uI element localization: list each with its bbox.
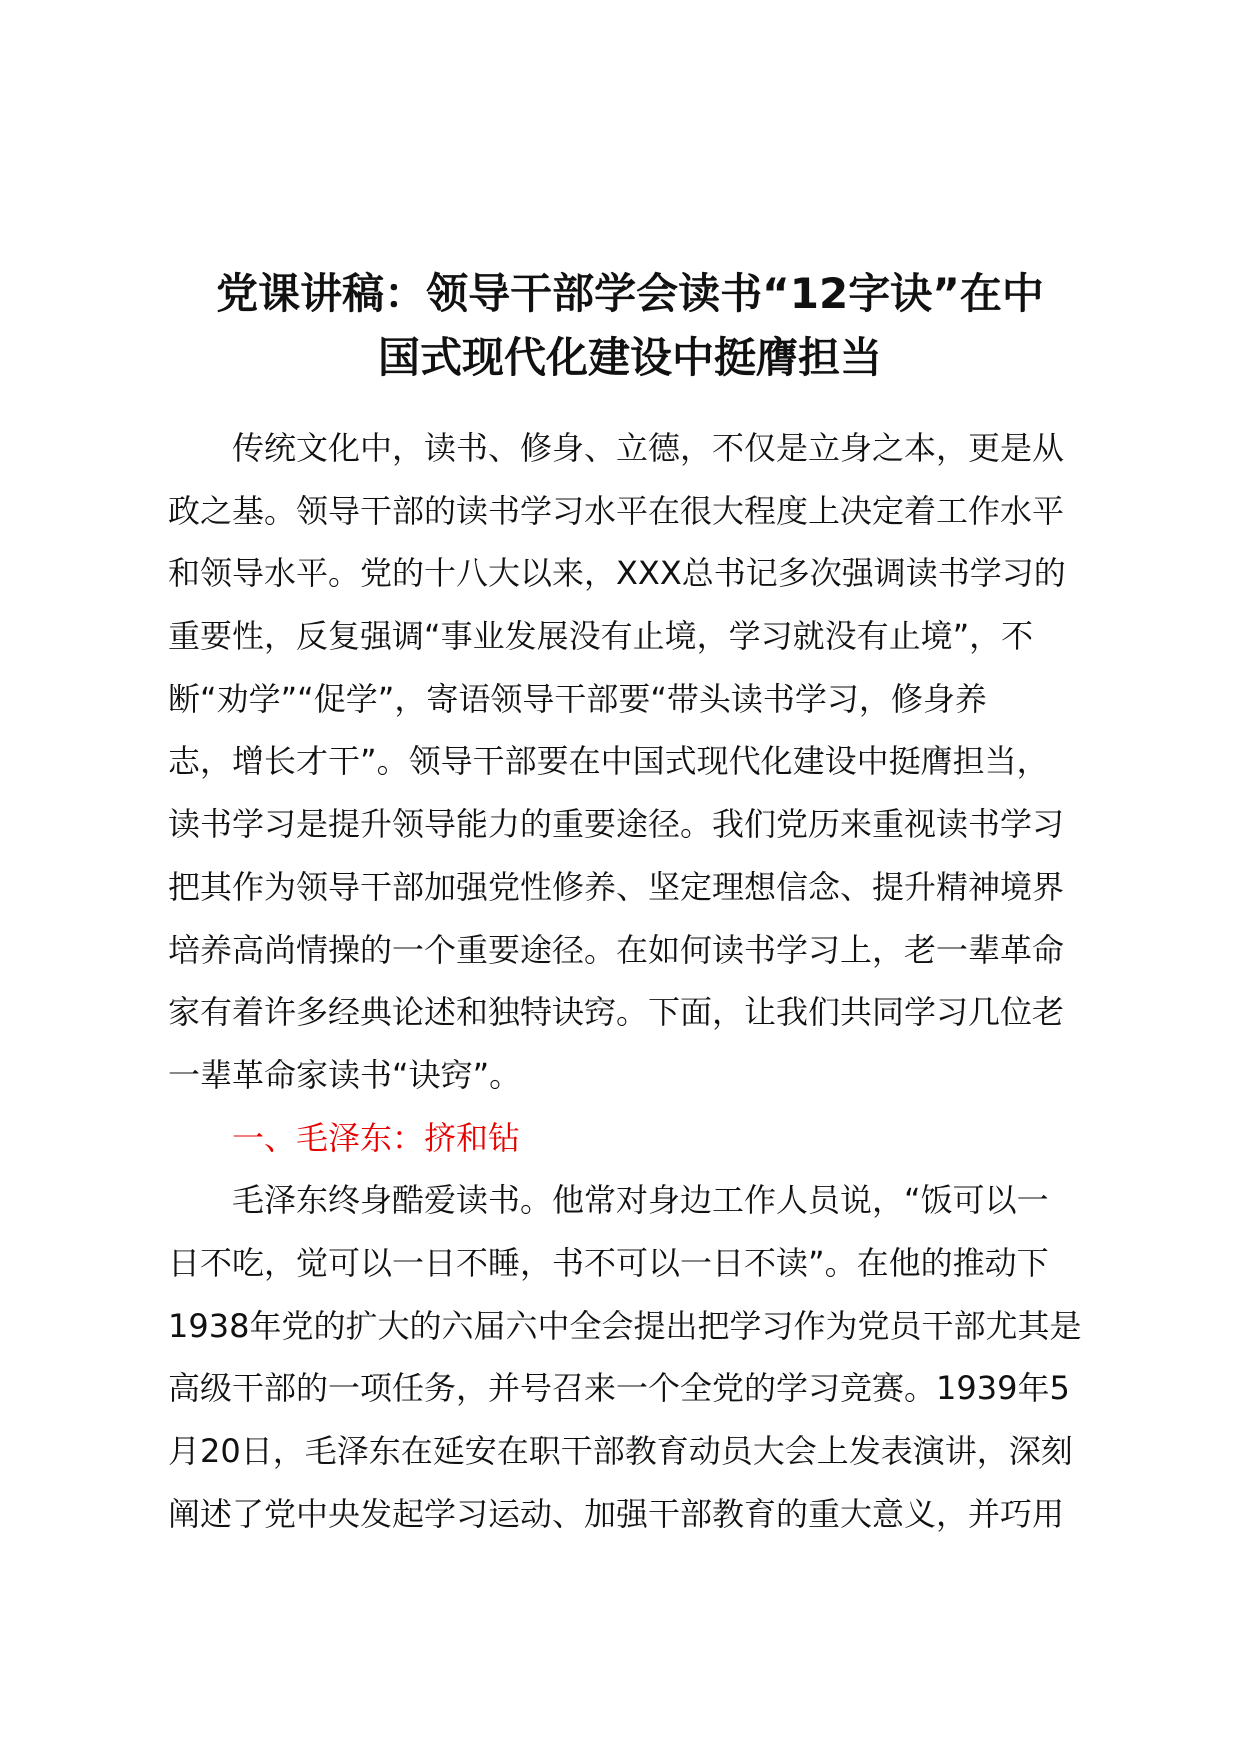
paragraph-2-line-2: 日不吃，觉可以一日不睡，书不可以一日不读”。在他的推动下	[168, 1243, 1049, 1282]
document-body	[168, 417, 1108, 1545]
paragraph-2-line-3: 1938年党的扩大的六届六中全会提出把学习作为党员干部尤其是	[168, 1306, 1082, 1345]
paragraph-2-line-1: 毛泽东终身酷爱读书。他常对身边工作人员说，“饭可以一	[232, 1181, 1049, 1220]
paragraph-1-line-5: 断“劝学”“促学”，寄语领导干部要“带头读书学习，修身养	[168, 679, 987, 718]
paragraph-1-line-7: 读书学习是提升领导能力的重要途径。我们党历来重视读书学习	[168, 805, 1065, 844]
section-heading-1: 一、毛泽东：挤和钻	[232, 1118, 521, 1157]
paragraph-1-line-8: 把其作为领导干部加强党性修养、坚定理想信念、提升精神境界	[168, 867, 1065, 906]
paragraph-1-line-3: 和领导水平。党的十八大以来，XXX总书记多次强调读书学习的	[168, 554, 1066, 593]
paragraph-1-line-11: 一辈革命家读书“诀窍”。	[168, 1055, 522, 1094]
paragraph-1-line-4: 重要性，反复强调“事业发展没有止境，学习就没有止境”，不	[168, 617, 1034, 656]
paragraph-2-line-6: 阐述了党中央发起学习运动、加强干部教育的重大意义，并巧用	[168, 1494, 1065, 1533]
paragraph-1-line-1: 传统文化中，读书、修身、立德，不仅是立身之本，更是从	[232, 429, 1065, 467]
paragraph-1-line-9: 培养高尚情操的一个重要途径。在如何读书学习上，老一辈革命	[168, 930, 1065, 969]
title-line-2: 国式现代化建设中挺膺担当	[377, 333, 882, 382]
paragraph-1-line-2: 政之基。领导干部的读书学习水平在很大程度上决定着工作水平	[168, 491, 1065, 530]
paragraph-2-line-5: 月20日，毛泽东在延安在职干部教育动员大会上发表演讲，深刻	[168, 1432, 1073, 1470]
document-title	[160, 262, 1100, 390]
paragraph-1-line-10: 家有着许多经典论述和独特诀窍。下面，让我们共同学习几位老	[168, 993, 1065, 1032]
title-line-1: 党课讲稿：领导干部学会读书“12字诀”在中	[216, 269, 1044, 318]
paragraph-2-line-4: 高级干部的一项任务，并号召来一个全党的学习竞赛。1939年5	[168, 1369, 1070, 1408]
paragraph-1-line-6: 志，增长才干”。领导干部要在中国式现代化建设中挺膺担当，	[168, 742, 1049, 781]
